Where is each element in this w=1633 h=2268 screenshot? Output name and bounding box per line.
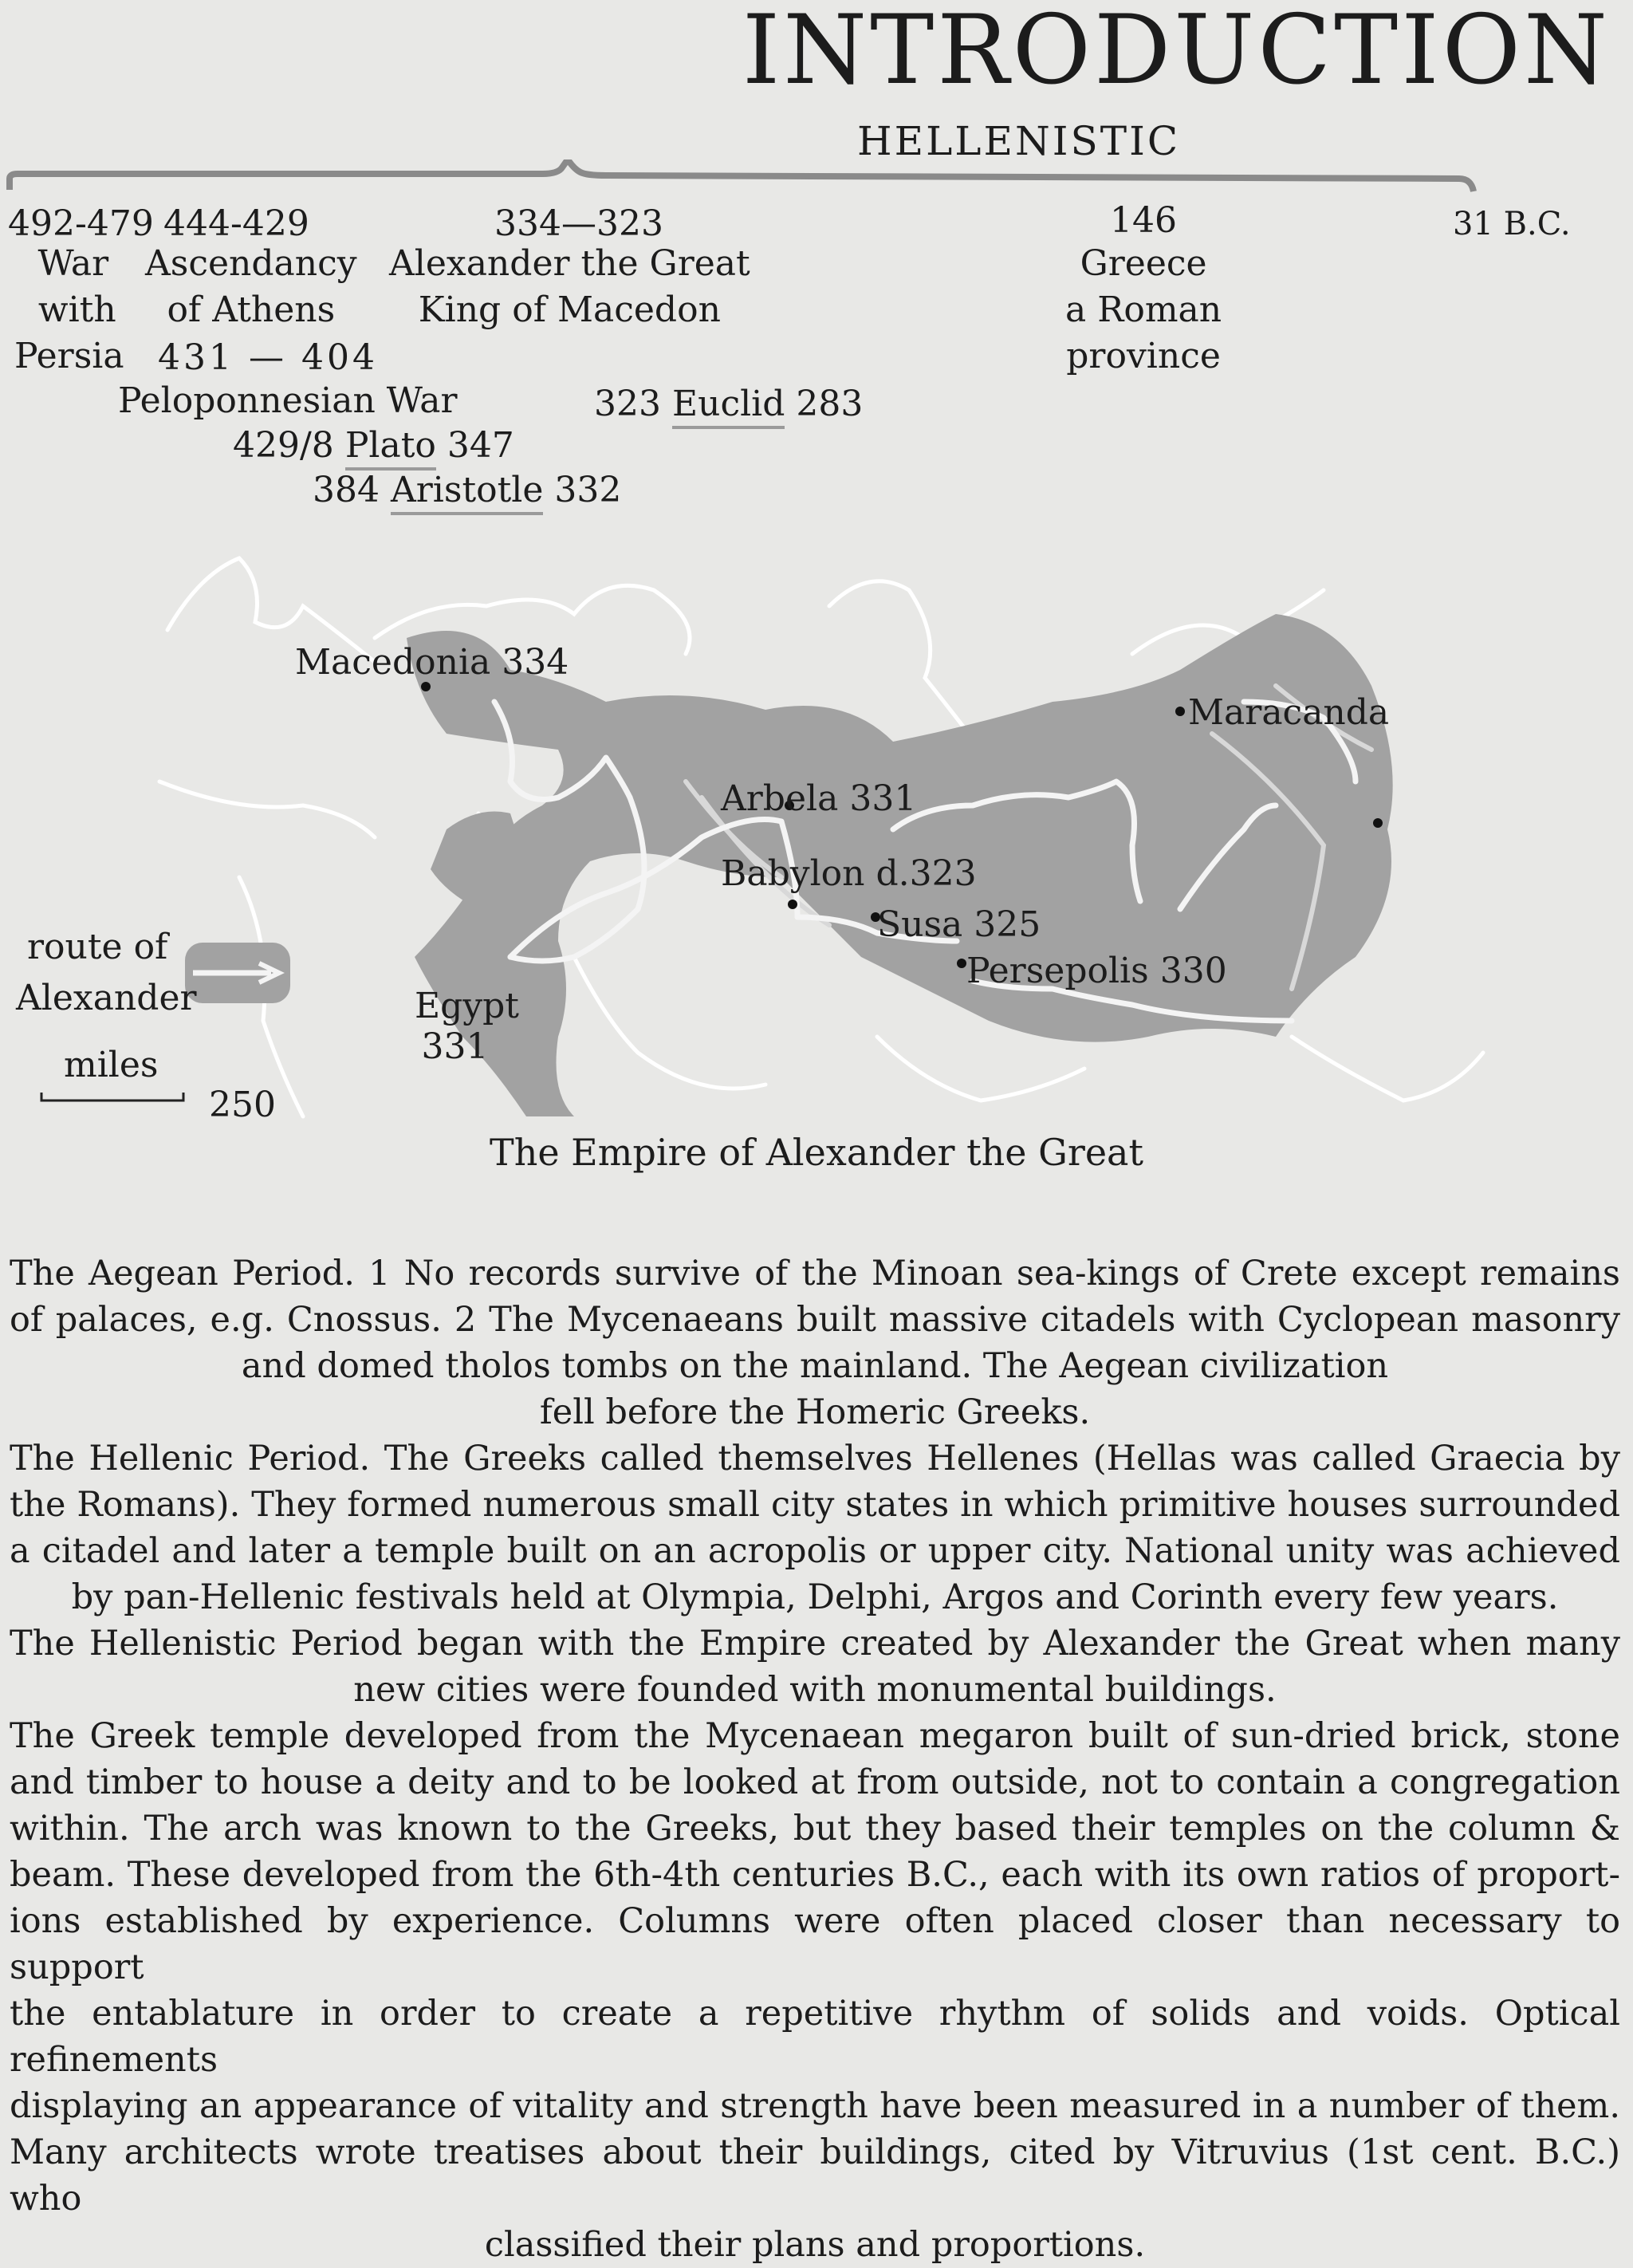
hellenistic-line-1: The Hellenistic Period began with the Empire created by Alexander the Great when many [10,1624,1620,1664]
peloponnesian-dates: 431 — 404 [158,337,378,378]
hellenic-line-2: the Romans). They formed numerous small city states in which primitive houses surrounded [10,1485,1620,1525]
date-444-429: 444-429 [163,203,309,244]
legend-route-line2: Alexander [16,978,197,1018]
place-date: 325 [974,904,1041,945]
euclid-start: 323 [594,384,661,424]
scale-bar [41,1093,183,1101]
macedonia-dot [421,682,431,691]
place-name: Maracanda [1188,692,1390,733]
temple-line-2: and timber to house a deity and to be looked at from outside, not to contain a congregation [10,1762,1620,1802]
page-title: INTRODUCTION [742,0,1611,106]
babylon-dot [788,900,797,909]
place-persepolis [966,951,1227,991]
temple-line-3: within. The arch was known to the Greeks, but they based their temples on the column & [10,1809,1620,1849]
place-name: Egypt [415,986,519,1026]
legend-miles: miles [64,1045,159,1085]
plato-start: 429/8 [233,425,334,466]
aegean-line-4: fell before the Homeric Greeks. [539,1392,1091,1432]
empire-map [0,542,1633,1124]
place-arbela [721,778,916,819]
coast-india [1292,1037,1483,1101]
temple-line-1: The Greek temple developed from the Mycenaean megaron built of sun-dried brick, stone [10,1716,1620,1756]
plato-span [233,423,514,469]
euclid-name: Euclid [672,384,785,429]
event-line: Ascendancy [145,243,357,284]
legend-route-line1: route of [27,927,168,967]
aristotle-name: Aristotle [391,470,543,515]
place-maracanda [1188,692,1389,733]
event-alexander [389,241,750,333]
euclid-span [594,381,863,427]
period-label: HELLENISTIC [857,118,1181,164]
place-macedonia [295,642,569,683]
aegean-line-3: and domed tholos tombs on the mainland. The Aegean civilization [241,1346,1389,1386]
place-name: Babylon [721,853,865,894]
temple-line-7: displaying an appearance of vitality and strength have been measured in a number of them. [10,2086,1620,2126]
place-babylon [721,853,977,894]
body-text [10,1250,1620,2268]
event-line: with [37,289,116,330]
event-line: War [37,243,109,284]
date-334-323: 334—323 [494,203,663,244]
hellenistic-line-2: new cities were founded with monumental buildings. [353,1670,1277,1710]
plato-end: 347 [447,425,514,466]
temple-line-9: classified their plans and proportions. [484,2225,1146,2265]
date-146: 146 [1110,200,1177,241]
place-name: Persepolis [966,951,1149,991]
period-brace [0,159,1633,207]
coast-persian-gulf [877,1037,1084,1101]
place-name: Arbela [721,778,839,819]
event-line: of Athens [167,289,336,330]
date-492-479: 492-479 [8,203,154,244]
temple-line-6: the entablature in order to create a repetitive rhythm of solids and voids. Optical refinements [10,1994,1620,2080]
hellenic-line-4: by pan-Hellenic festivals held at Olympia, Delphi, Argos and Corinth every few years. [71,1577,1559,1617]
legend-scale-value: 250 [209,1085,276,1125]
place-egypt [415,986,519,1067]
map-caption: The Empire of Alexander the Great [490,1131,1143,1174]
event-line: Greece [1080,243,1207,284]
coast-arabia [574,957,765,1089]
place-date: 334 [502,642,569,683]
temple-line-8: Many architects wrote treatises about their buildings, cited by Vitruvius (1st cent. B.C.) who [10,2132,1620,2219]
aegean-line-1: The Aegean Period. 1 No records survive of the Minoan sea-kings of Crete except remains [10,1254,1620,1293]
temple-line-5: ions established by experience. Columns were often placed closer than necessary to support [10,1901,1620,1987]
date-31-bc: 31 B.C. [1453,206,1571,242]
place-name: Susa [877,904,963,945]
place-susa [877,904,1041,945]
event-line: King of Macedon [418,289,721,330]
place-date: d.323 [876,853,977,894]
event-line: a Roman [1065,289,1222,330]
hellenic-line-1: The Hellenic Period. The Greeks called themselves Hellenes (Hellas was called Graecia by [10,1439,1620,1479]
coast-africa [159,782,375,837]
place-date: 330 [1159,951,1227,991]
place-date: 331 [421,1026,489,1067]
aegean-line-2: of palaces, e.g. Cnossus. 2 The Mycenaeans built massive citadels with Cyclopean masonry [10,1300,1620,1340]
euclid-end: 283 [796,384,864,424]
maracanda-dot [1175,707,1185,716]
plato-name: Plato [345,425,436,471]
event-line: Alexander the Great [389,243,750,284]
hellenic-line-3: a citadel and later a temple built on an acropolis or upper city. National unity was achieved [10,1531,1620,1571]
event-line: Persia [14,336,124,376]
india-dot [1373,818,1383,828]
place-name: Macedonia [295,642,491,683]
temple-line-4: beam. These developed from the 6th-4th centuries B.C., each with its own ratios of proport- [10,1855,1620,1895]
peloponnesian-war: Peloponnesian War [118,380,458,421]
event-greece-roman-province [1065,241,1222,380]
event-ascendancy-of-athens [145,241,357,333]
place-date: 331 [849,778,917,819]
aristotle-start: 384 [313,470,380,510]
aristotle-end: 332 [554,470,622,510]
empire-anatolia-south [431,812,526,912]
event-war-with-persia [14,241,124,380]
event-line: province [1066,336,1221,376]
persepolis-dot [957,959,966,968]
aristotle-span [313,467,621,514]
